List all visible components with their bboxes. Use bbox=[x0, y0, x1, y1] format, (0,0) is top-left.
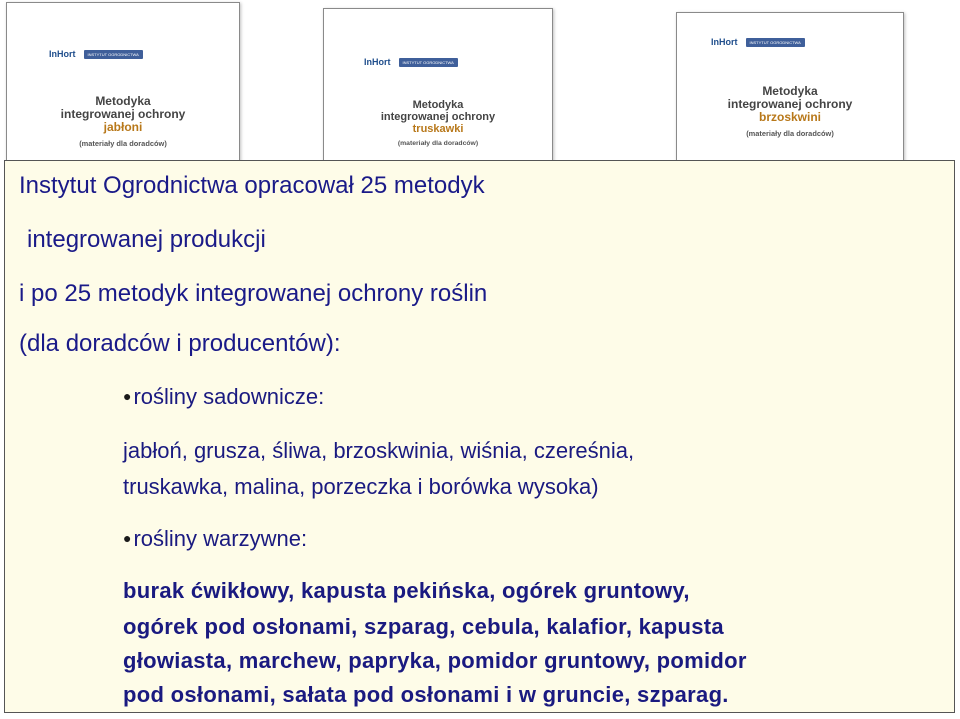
bullet-icon bbox=[123, 526, 133, 551]
institute-badge: INSTYTUT OGRODNICTWA bbox=[399, 58, 458, 67]
fruit-list-line-1: jabłoń, grusza, śliwa, brzoskwinia, wiśnia, czereśnia, bbox=[123, 438, 635, 463]
veg-list-line-1: burak ćwikłowy, kapusta pekińska, ogórek gruntowy, bbox=[123, 578, 690, 603]
intro-line-3: i po 25 metodyk integrowanej ochrony roślin bbox=[19, 280, 488, 307]
cover-crop: truskawki bbox=[412, 123, 464, 136]
cover-title-line1: Metodyka bbox=[412, 99, 464, 111]
fruit-heading bbox=[123, 384, 324, 410]
bullet-icon bbox=[123, 384, 133, 409]
veg-list-line-3: głowiasta, marchew, papryka, pomidor gruntowy, pomidor bbox=[123, 648, 747, 673]
veg-list-line-2: ogórek pod osłonami, szparag, cebula, kalafior, kapusta bbox=[123, 614, 724, 639]
cover-title-line1: Metodyka bbox=[762, 84, 818, 98]
cover-title-line1: Metodyka bbox=[95, 94, 151, 108]
veg-heading-label: rośliny warzywne: bbox=[133, 526, 308, 551]
institute-badge: INSTYTUT OGRODNICTWA bbox=[746, 38, 805, 47]
cover-title bbox=[324, 99, 552, 148]
cover-apple bbox=[6, 2, 240, 174]
cover-title-line2: integrowanej ochrony bbox=[380, 111, 496, 124]
intro-line-2: integrowanej produkcji bbox=[27, 226, 266, 253]
cover-title-line2: integrowanej ochrony bbox=[60, 107, 186, 122]
veg-list-line-4: pod osłonami, sałata pod osłonami i w gruncie, szparag. bbox=[123, 682, 729, 707]
fruit-list-line-2: truskawka, malina, porzeczka i borówka wysoka) bbox=[123, 474, 599, 499]
institute-badge: INSTYTUT OGRODNICTWA bbox=[84, 50, 143, 59]
veg-heading bbox=[123, 526, 307, 552]
cover-crop: brzoskwini bbox=[758, 110, 821, 125]
cover-crop: jabłoni bbox=[103, 120, 143, 135]
cover-title bbox=[677, 85, 903, 138]
inhort-logo: InHort bbox=[49, 49, 76, 59]
inhort-logo: InHort bbox=[364, 57, 391, 67]
intro-line-4: (dla doradców i producentów): bbox=[19, 330, 341, 357]
fruit-heading-label: rośliny sadownicze: bbox=[133, 384, 325, 409]
cover-subtitle: (materiały dla doradców) bbox=[397, 140, 479, 148]
inhort-logo: InHort bbox=[711, 37, 738, 47]
cover-strawberry bbox=[323, 8, 553, 170]
cover-title-line2: integrowanej ochrony bbox=[727, 97, 853, 112]
cover-subtitle: (materiały dla doradców) bbox=[79, 138, 167, 148]
cover-title bbox=[7, 95, 239, 148]
intro-line-1: Instytut Ogrodnictwa opracował 25 metodyk bbox=[19, 172, 485, 199]
cover-subtitle: (materiały dla doradców) bbox=[746, 128, 834, 138]
